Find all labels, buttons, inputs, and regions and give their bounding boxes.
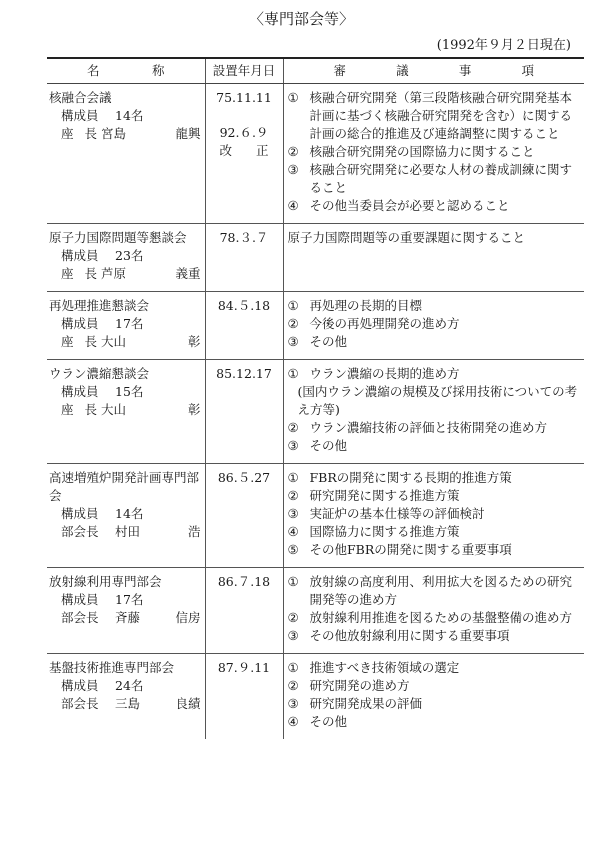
matters-cell [283, 224, 584, 292]
list-item: ② ウラン濃縮技術の評価と技術開発の進め方 [287, 420, 548, 435]
establishment-date: 78.３.７ [205, 224, 283, 292]
table-row [47, 654, 584, 740]
list-item: ② 研究開発に関する推進方策 [287, 488, 460, 503]
header-matters: 審 議 事 項 [283, 58, 584, 84]
list-item: ③ その他放射線利用に関する重要事項 [287, 628, 510, 643]
matters-cell [283, 84, 584, 224]
members-line: 構成員 17名 [61, 592, 144, 607]
committee-name: 放射線利用専門部会 [49, 574, 162, 589]
chair-line: 座 長 大山 彰 [61, 334, 201, 349]
committee-name: 原子力国際問題等懇談会 [49, 230, 187, 245]
list-item: ① ウラン濃縮の長期的進め方 [287, 366, 460, 381]
matters-cell [283, 568, 584, 654]
chair-line: 座 長 芦原 義重 [61, 266, 201, 281]
list-item: ④ その他当委員会が必要と認めること [287, 198, 510, 213]
header-name: 名 称 [47, 58, 205, 84]
matters-cell [283, 292, 584, 360]
revision-date: 92.６.９ [219, 125, 269, 140]
committee-name: ウラン濃縮懇談会 [49, 366, 150, 381]
list-item: ④ 国際協力に関する推進方策 [287, 524, 460, 539]
table-row [47, 224, 584, 292]
chair-line: 部会長 斉藤 信房 [61, 610, 201, 625]
page-title: 〈専門部会等〉 [248, 10, 354, 28]
list-item: ③ その他 [287, 334, 348, 349]
establishment-date: 75.11.11 92.６.９ 改 正 [205, 84, 283, 224]
matters-cell [283, 360, 584, 464]
chair-line: 座 長 宮島 龍興 [61, 126, 201, 141]
matters-cell [283, 654, 584, 740]
list-item: ⑤ その他FBRの開発に関する重要事項 [287, 542, 512, 557]
members-line: 構成員 14名 [61, 506, 144, 521]
table-row [47, 292, 584, 360]
committee-name: 基盤技術推進専門部会 [49, 660, 175, 675]
committee-cell [47, 224, 205, 292]
as-of-date: (1992年９月２日現在) [436, 38, 571, 53]
establishment-date: 86.７.18 [205, 568, 283, 654]
table-row [47, 84, 584, 224]
table-row [47, 360, 584, 464]
committee-table [47, 57, 584, 739]
chair-line: 部会長 村田 浩 [61, 524, 201, 539]
chair-line: 座 長 大山 彰 [61, 402, 201, 417]
committee-name: 高速増殖炉開発計画専門部会 [49, 470, 200, 503]
revision-note: 改 正 [219, 143, 269, 158]
members-line: 構成員 17名 [61, 316, 144, 331]
committee-name: 再処理推進懇談会 [49, 298, 150, 313]
matter-text: 原子力国際問題等の重要課題に関すること [287, 230, 526, 245]
list-item: ② 核融合研究開発の国際協力に関すること [287, 144, 535, 159]
committee-cell [47, 568, 205, 654]
header-date: 設置年月日 [205, 58, 283, 84]
list-item: ① 再処理の長期的目標 [287, 298, 423, 313]
table-row [47, 464, 584, 568]
committee-cell [47, 84, 205, 224]
list-item: ② 今後の再処理開発の進め方 [287, 316, 460, 331]
establishment-date: 84.５.18 [205, 292, 283, 360]
table-row [47, 568, 584, 654]
members-line: 構成員 23名 [61, 248, 144, 263]
establishment-date: 87.９.11 [205, 654, 283, 740]
committee-cell [47, 360, 205, 464]
committee-cell [47, 464, 205, 568]
establishment-date: 86.５.27 [205, 464, 283, 568]
members-line: 構成員 14名 [61, 108, 144, 123]
list-item: ③ その他 [287, 438, 348, 453]
members-line: 構成員 15名 [61, 384, 144, 399]
table-header [47, 58, 584, 84]
list-item: ③ 核融合研究開発に必要な人材の養成訓練に関すること [287, 162, 573, 195]
list-item: ① 放射線の高度利用、利用拡大を図るための研究開発等の進め方 [287, 574, 573, 607]
committee-cell [47, 292, 205, 360]
list-item: ④ その他 [287, 714, 348, 729]
list-item: ② 研究開発の進め方 [287, 678, 410, 693]
list-item: ① 核融合研究開発（第三段階核融合研究開発基本計画に基づく核融合研究開発を含む）に関する計画の総合的推進及び連絡調整に関すること [287, 90, 573, 141]
list-item: ① 推進すべき技術領域の選定 [287, 660, 460, 675]
list-item: ③ 研究開発成果の評価 [287, 696, 423, 711]
matters-cell [283, 464, 584, 568]
chair-line: 部会長 三島 良績 [61, 696, 201, 711]
committee-cell [47, 654, 205, 740]
list-item: ② 放射線利用推進を図るための基盤整備の進め方 [287, 610, 573, 625]
committee-name: 核融合会議 [49, 90, 112, 105]
list-item-note: (国内ウラン濃縮の規模及び採用技術についての考え方等) [297, 384, 578, 417]
establishment-date: 85.12.17 [205, 360, 283, 464]
members-line: 構成員 24名 [61, 678, 144, 693]
list-item: ① FBRの開発に関する長期的推進方策 [287, 470, 512, 485]
list-item: ③ 実証炉の基本仕様等の評価検討 [287, 506, 485, 521]
